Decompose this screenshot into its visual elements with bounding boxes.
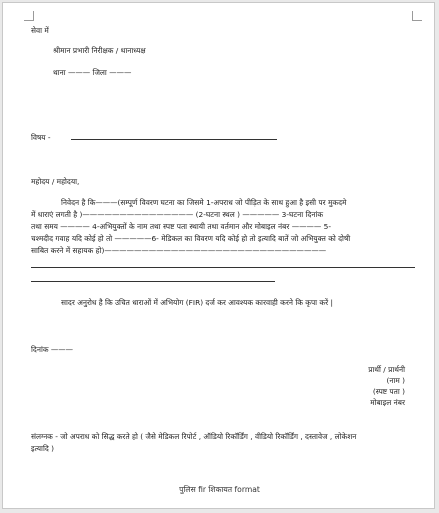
blank-line-2 — [31, 281, 275, 282]
enclosure-line-1: संलग्नक - जो अपराध को सिद्ध करते हो ( जैसे मेडिकल रिपोर्ट , ऑडियो रिकॉर्डिंग , वीडियो रिकॉर्डिंग , दस्तावेज , लोकेशन — [31, 432, 357, 441]
date-label: दिनांक ——— — [31, 345, 74, 354]
salutation: सेवा में — [31, 26, 49, 35]
addressee-officer: श्रीमान प्रभारी निरीक्षक / थानाध्यक्ष — [53, 46, 146, 55]
body-line-3: तथा समय ———— 4-अभियुक्तों के नाम तथा स्पष्ट पता स्थायी तथा वर्तमान और मोबाइल नंबर ———— 5- — [31, 222, 332, 231]
document-page — [2, 2, 435, 509]
applicant-address: (स्पष्ट पता ) — [372, 387, 405, 396]
applicant-mobile: मोबाइल नंबर — [370, 398, 405, 407]
subject-label: विषय - — [31, 133, 51, 142]
document-caption: पुलिस fir शिकायत format — [179, 485, 260, 494]
page-corner-mark-top-left — [24, 11, 34, 21]
enclosure-line-2: इत्यादि ) — [31, 444, 55, 453]
body-line-1: निवेदन है कि———(सम्पूर्ण विवरण घटना का जिसमे 1-अपराध जो पीड़ित के साथ हुआ है इसी पर मुकदमे — [61, 198, 347, 207]
blank-line-1 — [31, 267, 415, 268]
page-corner-mark-top-right — [412, 11, 422, 21]
subject-blank-line — [71, 139, 277, 140]
greeting: महोदय / महोदया, — [31, 177, 80, 186]
body-line-2: में धाराएं लगती है )——————————————— (2-घटना स्थल ) ————— 3-घटना दिनांक — [31, 210, 324, 219]
applicant-name: (नाम ) — [386, 376, 405, 385]
body-line-4: चश्मदीद गवाह यदि कोई हो तो —————6- मेडिकल का विवरण यदि कोई हो तो इत्यादि बातें जो अभियुक्त को दोषी — [31, 234, 351, 243]
body-line-5: साबित करने में सहायक हो)—————————————————————————————— — [31, 246, 327, 255]
addressee-station-district: थाना ——— जिला ——— — [53, 68, 132, 77]
applicant-block — [283, 364, 405, 408]
applicant-title: प्रार्थी / प्रार्थनी — [368, 365, 405, 374]
request-text: सादर अनुरोध है कि उचित धाराओं में अभियोग (FIR) दर्ज कर आवश्यक कारवाही करने कि कृपा करें | — [61, 298, 333, 307]
